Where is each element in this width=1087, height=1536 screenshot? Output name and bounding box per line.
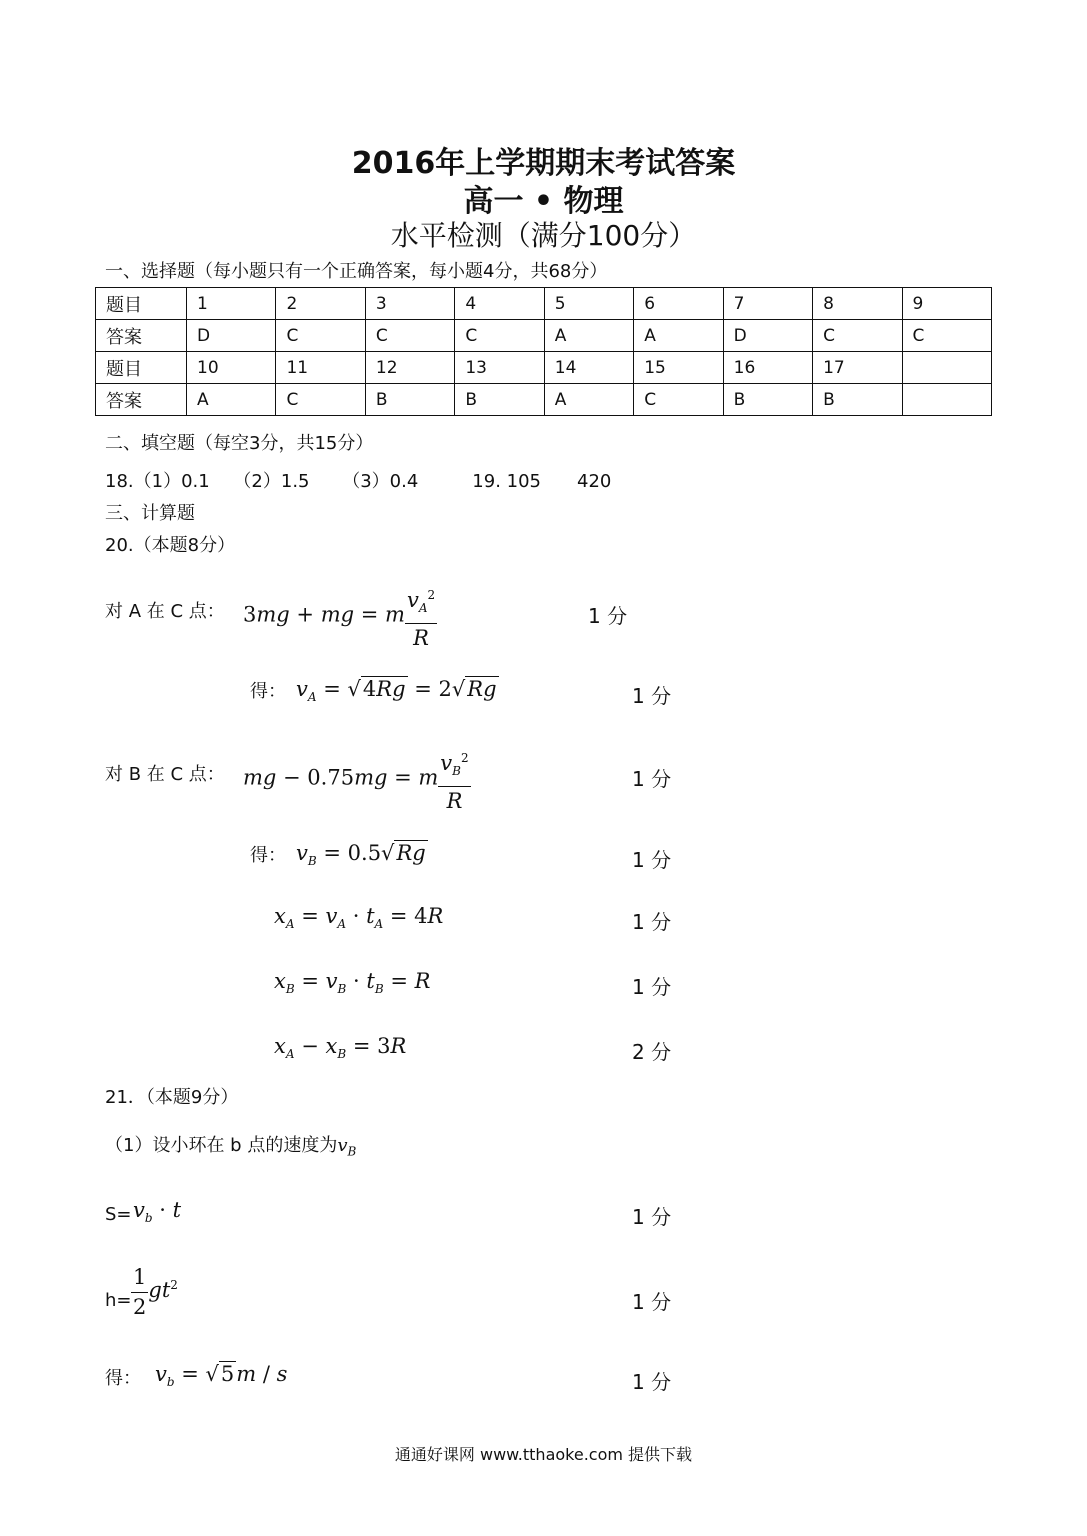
q21-line2-score: 1 分 [632,1290,672,1314]
table-row [96,320,992,352]
table-cell: 3 [365,288,454,320]
table-cell: 答案 [96,320,187,352]
table-cell: A [187,384,276,416]
q20-line4-label: 得： [250,845,286,866]
table-cell: B [455,384,544,416]
footer-source: 通通好课网 www.tthaoke.com 提供下载 [394,1445,693,1464]
table-cell: 10 [187,352,276,384]
table-row [96,384,992,416]
table-cell: 2 [276,288,365,320]
table-cell: 14 [544,352,633,384]
q21-line1-score: 1 分 [632,1205,672,1229]
table-cell [902,384,992,416]
q20-equation-5: $x_A = v_A \cdot t_A = 4R$ [274,904,444,932]
q20-equation-6: $x_B = v_B \cdot t_B = R$ [274,969,431,997]
answer-table [95,287,992,416]
table-cell: 8 [813,288,902,320]
q20-line1-label: 对 A 在 C 点： [105,601,225,622]
table-cell: 1 [187,288,276,320]
q21-line3-score: 1 分 [632,1370,672,1394]
table-cell: 7 [723,288,812,320]
table-cell: A [544,384,633,416]
table-row [96,352,992,384]
table-cell: C [276,320,365,352]
q21-intro-text: （1）设小环在 b 点的速度为 [105,1135,338,1156]
table-cell: C [902,320,992,352]
q21-equation-1: $v_b \cdot t$ [133,1198,182,1226]
table-cell: A [634,320,723,352]
q20-equation-3: mg − 0.75mg = m $\frac{v_B^2}{R}$ [243,743,471,815]
document-title: 2016年上学期期末考试答案 [351,146,736,181]
table-cell [902,352,992,384]
q20-line6-score: 1 分 [632,975,672,999]
table-cell: 题目 [96,352,187,384]
q20-equation-2: $v_A = √4Rg = 2√Rg$ [296,677,497,705]
section3-heading: 三、计算题 [105,503,195,524]
q20-equation-7: $x_A - x_B = 3R$ [274,1034,407,1062]
section2-heading: 二、填空题（每空3分，共15分） [105,433,374,454]
table-cell: D [723,320,812,352]
q20-equation-1: 3mg + mg = m $\frac{v_A^2}{R}$ [243,580,437,652]
section1-heading: 一、选择题（每小题只有一个正确答案，每小题4分，共68分） [105,261,608,282]
q21-line1-label: S= [105,1204,132,1225]
table-cell: 题目 [96,288,187,320]
table-cell: 11 [276,352,365,384]
q21-line2-label: h= [105,1290,132,1311]
table-cell: 13 [455,352,544,384]
q20-line5-score: 1 分 [632,910,672,934]
table-cell: 6 [634,288,723,320]
q21-equation-3: $v_b = √5m / s$ [155,1362,288,1390]
table-cell: C [813,320,902,352]
q20-line4-score: 1 分 [632,848,672,872]
table-cell: B [723,384,812,416]
table-cell: 16 [723,352,812,384]
table-row [96,288,992,320]
table-cell: B [365,384,454,416]
table-cell: C [276,384,365,416]
document-subtitle: 高一 • 物理 [463,184,624,219]
table-cell: 答案 [96,384,187,416]
q20-line7-score: 2 分 [632,1040,672,1064]
table-cell: 4 [455,288,544,320]
q20-line2-label: 得： [250,681,286,702]
table-cell: 15 [634,352,723,384]
q21-heading: 21．（本题9分） [105,1087,239,1108]
table-cell: D [187,320,276,352]
table-cell: C [455,320,544,352]
q20-line2-score: 1 分 [632,684,672,708]
q21-equation-2: $\frac{1}{2}$ $gt^2$ [131,1262,178,1321]
q20-line1-score: 1 分 [588,604,628,628]
table-cell: C [634,384,723,416]
table-cell: 9 [902,288,992,320]
q21-intro: （1）设小环在 b 点的速度为$v_B$ [105,1135,357,1159]
table-cell: A [544,320,633,352]
table-cell: C [365,320,454,352]
q20-line3-score: 1 分 [632,767,672,791]
q20-line3-label: 对 B 在 C 点： [105,764,225,785]
section2-answers: 18.（1）0.1 （2）1.5 （3）0.4 19. 105 420 [105,471,612,492]
table-cell: 5 [544,288,633,320]
table-cell: 17 [813,352,902,384]
q21-line3-label: 得： [105,1368,141,1389]
table-cell: B [813,384,902,416]
table-cell: 12 [365,352,454,384]
document-subtitle-2: 水平检测（满分100分） [390,219,697,252]
q20-equation-4: $v_B = 0.5√Rg$ [296,841,426,869]
q20-heading: 20.（本题8分） [105,535,236,556]
